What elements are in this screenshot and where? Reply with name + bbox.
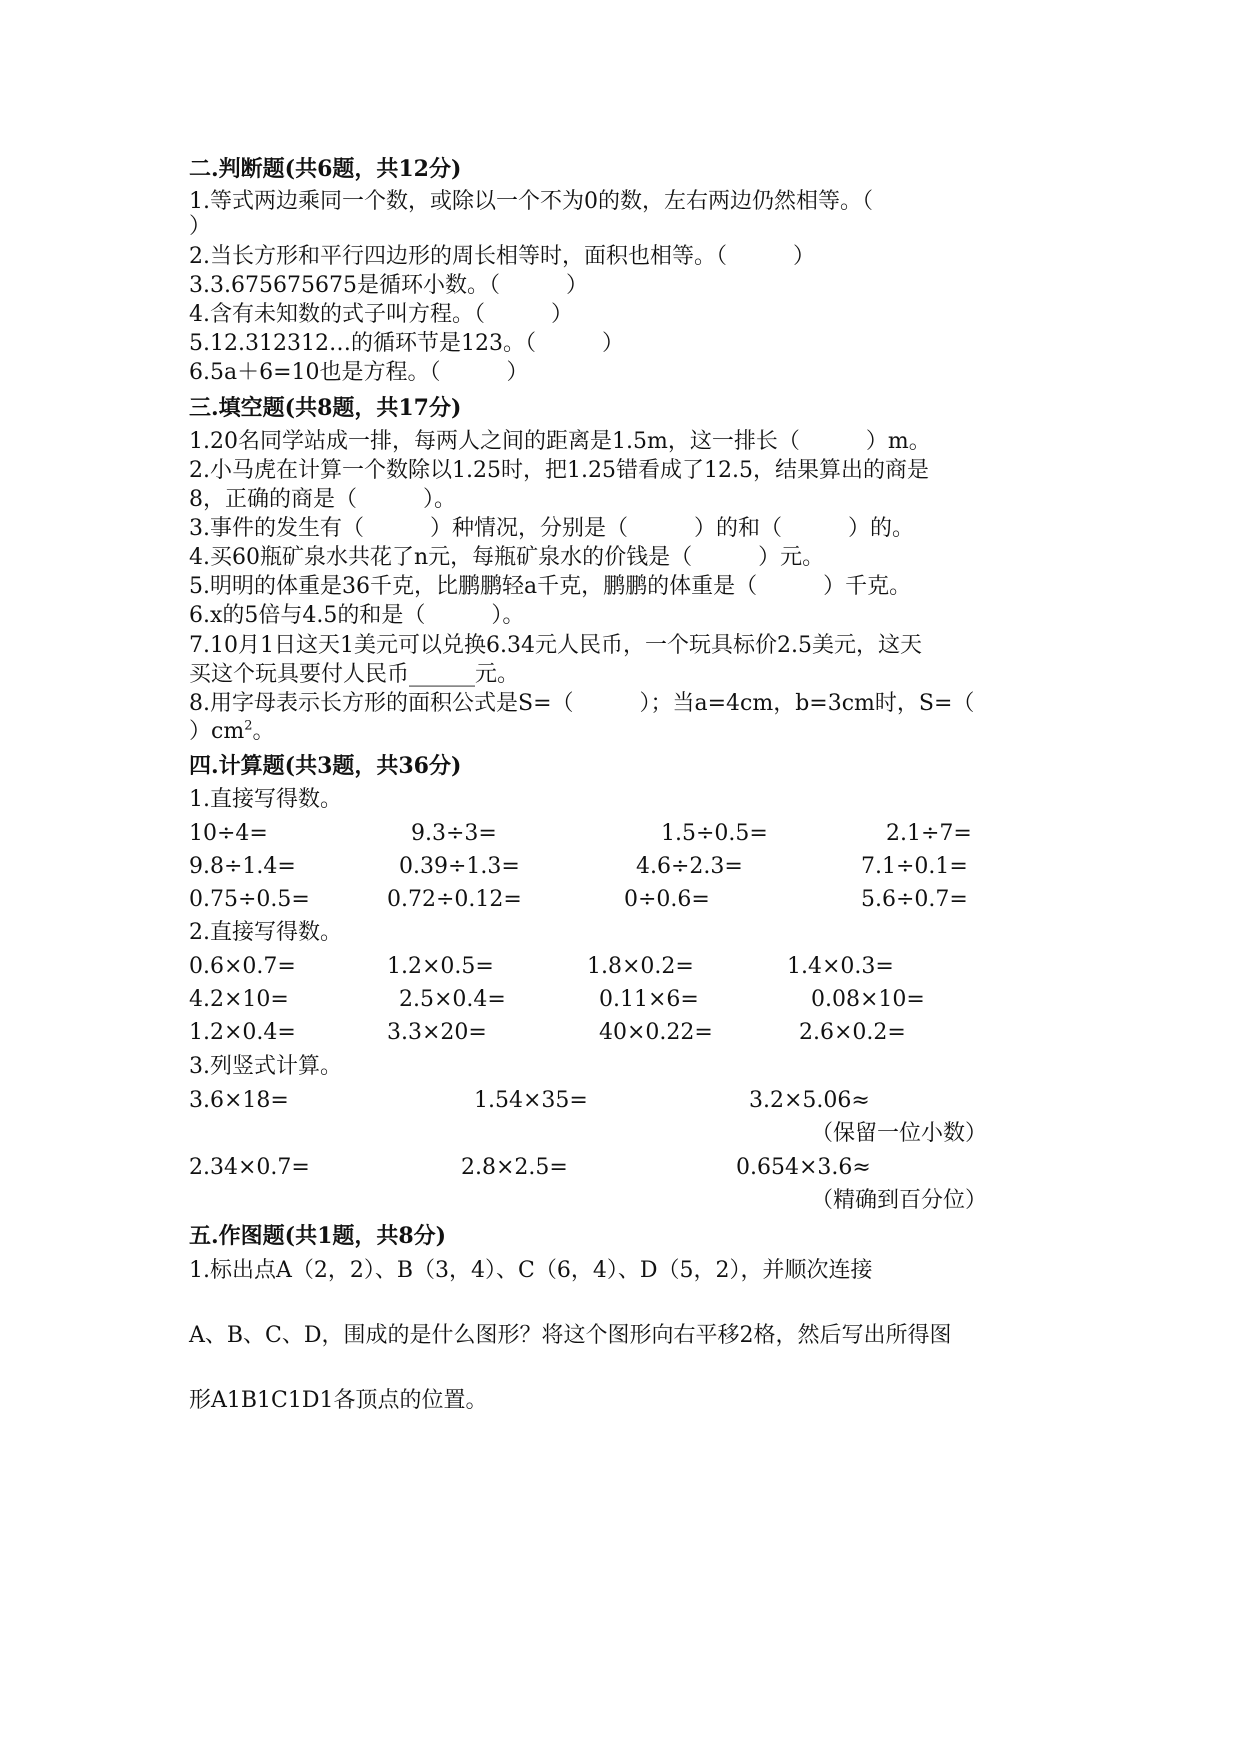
section-2-item-1: 1.等式两边乘同一个数，或除以一个不为0的数，左右两边仍然相等。（ (189, 189, 873, 214)
section-5-title: 五.作图题(共1题，共8分) (189, 1223, 447, 1249)
q1-cell: 1.5÷0.5= (661, 821, 768, 846)
section-3-item-8-cont (189, 718, 274, 746)
q1-label: 1.直接写得数。 (189, 787, 342, 812)
q3-note: （精确到百分位） (811, 1188, 988, 1213)
superscript: 2 (244, 718, 253, 734)
section-2-item-3: 3.3.675675675是循环小数。（ ） (189, 273, 588, 298)
section-3-item-2: 2.小马虎在计算一个数除以1.25时，把1.25错看成了12.5，结果算出的商是 (189, 458, 929, 483)
period-text: 。 (252, 719, 275, 744)
section-2-item-6: 6.5a＋6=10也是方程。（ ） (189, 360, 529, 385)
q3-note: （保留一位小数） (811, 1121, 988, 1146)
unit-text: ）cm (189, 719, 245, 744)
q1-cell: 10÷4= (189, 821, 268, 846)
section-2-item-2: 2.当长方形和平行四边形的周长相等时，面积也相等。（ ） (189, 244, 815, 269)
q1-cell: 2.1÷7= (886, 821, 972, 846)
q1-cell: 9.3÷3= (411, 821, 497, 846)
section-3-item-6: 6.x的5倍与4.5的和是（ ）。 (189, 603, 525, 628)
q1-cell: 0.39÷1.3= (399, 854, 520, 879)
section-3-item-3: 3.事件的发生有（ ）种情况，分别是（ ）的和（ ）的。 (189, 516, 914, 541)
section-2-item-4: 4.含有未知数的式子叫方程。（ ） (189, 302, 573, 327)
section-3-item-1: 1.20名同学站成一排，每两人之间的距离是1.5m，这一排长（ ）m。 (189, 429, 931, 454)
q1-cell: 4.6÷2.3= (636, 854, 743, 879)
section-3-item-7: 7.10月1日这天1美元可以兑换6.34元人民币，一个玩具标价2.5美元，这天 (189, 633, 922, 658)
section-3-item-2-cont: 8，正确的商是（ ）。 (189, 487, 456, 512)
section-5-line-3: 形A1B1C1D1各顶点的位置。 (189, 1388, 488, 1413)
q2-cell: 1.4×0.3= (787, 954, 894, 979)
section-2-item-5: 5.12.312312…的循环节是123。（ ） (189, 331, 624, 356)
q2-cell: 0.11×6= (599, 987, 699, 1012)
q2-label: 2.直接写得数。 (189, 920, 342, 945)
q2-cell: 1.2×0.5= (387, 954, 494, 979)
section-2-item-1-cont: ） (189, 214, 212, 239)
q3-cell: 1.54×35= (474, 1088, 588, 1113)
q1-cell: 0.72÷0.12= (387, 887, 522, 912)
q2-cell: 40×0.22= (599, 1020, 713, 1045)
section-3-item-4: 4.买60瓶矿泉水共花了n元，每瓶矿泉水的价钱是（ ）元。 (189, 545, 825, 570)
q3-cell: 2.8×2.5= (461, 1155, 568, 1180)
q1-cell: 5.6÷0.7= (861, 887, 968, 912)
section-5-line-1: 1.标出点A（2，2）、B（3，4）、C（6，4）、D（5，2），并顺次连接 (189, 1258, 873, 1283)
q2-cell: 1.2×0.4= (189, 1020, 296, 1045)
q1-cell: 9.8÷1.4= (189, 854, 296, 879)
q1-cell: 0÷0.6= (624, 887, 710, 912)
section-3-title: 三.填空题(共8题，共17分) (189, 395, 462, 421)
q3-cell: 2.34×0.7= (189, 1155, 310, 1180)
section-4-title: 四.计算题(共3题，共36分) (189, 753, 462, 779)
q2-cell: 2.6×0.2= (799, 1020, 906, 1045)
q3-cell: 3.2×5.06≈ (749, 1088, 870, 1113)
q2-cell: 1.8×0.2= (587, 954, 694, 979)
section-3-item-8: 8.用字母表示长方形的面积公式是S=（ ）；当a=4cm，b=3cm时，S=（ (189, 691, 975, 716)
section-3-item-5: 5.明明的体重是36千克，比鹏鹏轻a千克，鹏鹏的体重是（ ）千克。 (189, 574, 912, 599)
q2-cell: 4.2×10= (189, 987, 289, 1012)
q2-cell: 3.3×20= (387, 1020, 487, 1045)
section-3-item-7-cont: 买这个玩具要付人民币______元。 (189, 662, 520, 687)
q2-cell: 2.5×0.4= (399, 987, 506, 1012)
section-5-line-2: A、B、C、D，围成的是什么图形？将这个图形向右平移2格，然后写出所得图 (189, 1323, 952, 1348)
q1-cell: 0.75÷0.5= (189, 887, 310, 912)
q3-cell: 3.6×18= (189, 1088, 289, 1113)
q3-cell: 0.654×3.6≈ (736, 1155, 871, 1180)
q2-cell: 0.6×0.7= (189, 954, 296, 979)
q3-label: 3.列竖式计算。 (189, 1054, 342, 1079)
section-2-title: 二.判断题(共6题，共12分) (189, 156, 462, 182)
q2-cell: 0.08×10= (811, 987, 925, 1012)
q1-cell: 7.1÷0.1= (861, 854, 968, 879)
